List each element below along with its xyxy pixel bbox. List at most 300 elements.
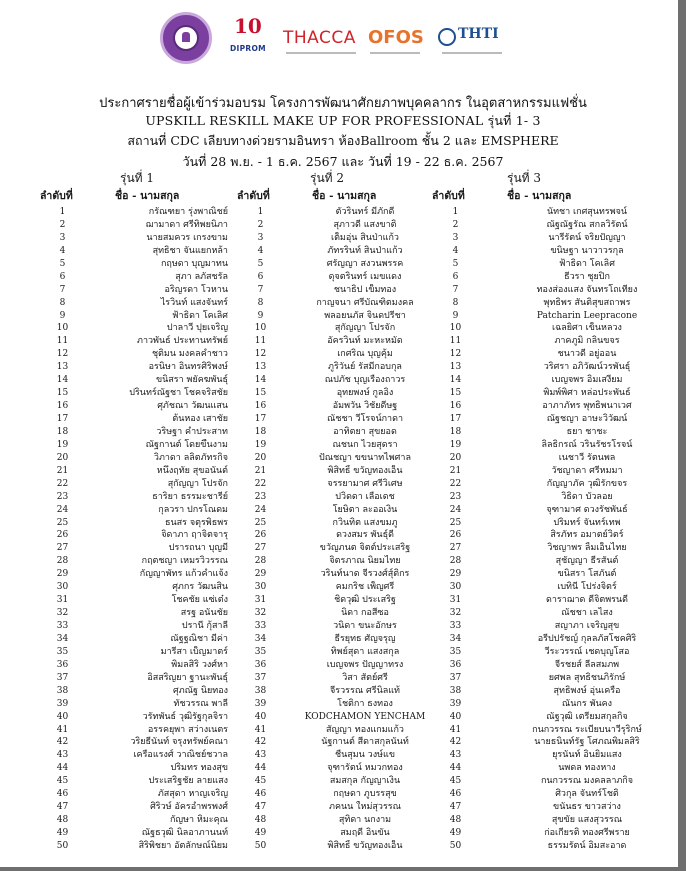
row-number: 26 [449, 530, 462, 541]
row-number: 27 [56, 543, 69, 554]
group-3-rows [0, 206, 686, 853]
row-number: 44 [56, 763, 69, 774]
participant-name: ฌามาดา ศรีทิพยนิภา [145, 219, 228, 230]
participant-name: ณัชชา เลไสง [561, 608, 613, 619]
row-number: 17 [254, 414, 267, 424]
row-number: 50 [254, 840, 267, 851]
row-number: 1 [257, 207, 264, 217]
table-row [0, 517, 686, 530]
row-number: 19 [254, 439, 267, 450]
table-row [0, 827, 686, 840]
participant-name: กาญจนา ศรีบัณฑิตมงคล [316, 297, 414, 308]
participant-name: อรีปปรัชญ์ กุลลภัสโชคศิริ [537, 633, 637, 644]
participant-name: อัครวินท์ มะหะหมัด [327, 336, 403, 347]
row-number: 47 [254, 802, 267, 813]
row-number: 15 [449, 388, 462, 399]
participant-name: โชติกา ธงทอง [337, 698, 393, 709]
participant-name: ศุภณัฐ นิยทอง [173, 685, 228, 696]
participant-name: สุภา ลภัสชรัล [175, 271, 228, 282]
participant-name: ปริมทร ทองสุข [170, 763, 228, 774]
row-number: 12 [449, 349, 462, 360]
row-number: 19 [449, 439, 462, 450]
participant-name: ธีรยุทธ ศัญจรุญ [334, 633, 396, 644]
participant-name: ศิริวษ์ อัครอำพรพงศ์ [150, 802, 228, 813]
participant-name: ปรินทร์ณัฐชา โชคจริสชัย [129, 388, 228, 399]
table-row [0, 840, 686, 853]
table-row [0, 245, 686, 258]
row-number: 3 [452, 232, 459, 243]
row-number: 44 [254, 763, 267, 774]
table-row [0, 698, 686, 711]
participant-name: สุทธิพงษ์ อุ่นเครือ [553, 685, 621, 696]
participant-name: นารีรัตน์ จริยปัญญา [548, 232, 626, 243]
participant-name: ภาวพันธ์ ประทานทรัพย์ [137, 336, 228, 347]
participant-name: ขนิสรา พยัคฆพันธุ์ [155, 375, 228, 386]
row-number: 22 [56, 478, 69, 489]
row-number: 29 [254, 569, 267, 580]
participant-name: ณัฐกานต์ โดยขึ้นงาม [145, 439, 228, 450]
participant-name: ชื่นสุมน วงษ์แข [334, 750, 396, 761]
table-row [0, 775, 686, 788]
participant-name: กนกวรรณ มงคลลาภกิจ [540, 776, 634, 787]
program-title: UPSKILL RESKILL MAKE UP FOR PROFESSIONAL รุ่นที่ 1- 3 [145, 113, 541, 128]
participant-name: กัญญาพัทร แก้วคำแจ้ง [139, 569, 228, 580]
row-number: 43 [449, 750, 462, 761]
row-number: 29 [56, 569, 69, 580]
row-number: 9 [257, 310, 264, 321]
row-number: 36 [254, 659, 267, 670]
row-number: 49 [449, 828, 462, 838]
table-row [0, 788, 686, 801]
group-3-header-no: ลำดับที่ [432, 190, 465, 202]
row-number: 45 [254, 776, 267, 787]
table-row [0, 504, 686, 517]
row-number: 15 [56, 388, 69, 399]
row-number: 27 [449, 543, 462, 554]
row-number: 11 [254, 336, 267, 347]
participant-name: ธาริยา ธรรมะชารีย์ [152, 491, 228, 502]
row-number: 46 [56, 789, 69, 800]
row-number: 45 [449, 776, 462, 787]
row-number: 3 [59, 232, 66, 243]
participant-name: พิสิทธิ์ ขวัญทองเอ็น [327, 465, 403, 476]
row-number: 2 [59, 219, 66, 230]
table-row [0, 206, 686, 219]
row-number: 36 [56, 659, 69, 670]
participant-name: อาทิตยา สุขยอด [333, 426, 397, 437]
row-number: 41 [254, 724, 267, 735]
participant-name: จุฑารัตน์ หมวกทอง [327, 763, 403, 774]
participant-name: เบทินี โปร่งจิตร์ [557, 582, 617, 593]
participant-name: ไรวินท์ แสงจันทร์ [160, 297, 228, 308]
row-number: 21 [56, 465, 69, 476]
participant-name: ดุจตรินทร์ เมขแดง [328, 271, 402, 282]
participant-name: Patcharin Leepracone [536, 310, 638, 321]
table-row [0, 284, 686, 297]
participant-name: วิสา สัตย์ศรี [342, 672, 388, 683]
table-row [0, 491, 686, 504]
participant-name: สุกัญญา โปรจัก [167, 478, 228, 489]
table-row [0, 672, 686, 685]
participant-name: เบญจพร ปัญญาทรง [326, 659, 404, 670]
table-row [0, 749, 686, 762]
row-number: 31 [254, 595, 267, 606]
row-number: 44 [449, 763, 462, 774]
table-row [0, 361, 686, 374]
participant-name: ธรรมรัตน์ อิ่มสะอาด [547, 840, 627, 851]
row-number: 50 [56, 840, 69, 851]
thti-logo-text: THTI [458, 26, 499, 42]
row-number: 12 [254, 349, 267, 360]
table-row [0, 607, 686, 620]
participant-name: วริยธีนันท์ จรุงทรัพย์คณา [130, 737, 228, 748]
row-number: 23 [254, 491, 267, 502]
table-row [0, 258, 686, 271]
row-number: 22 [254, 478, 267, 489]
participant-name: ภัทรรินท์ สินป่าแก้ว [327, 245, 403, 256]
table-row [0, 659, 686, 672]
table-row [0, 594, 686, 607]
table-row [0, 711, 686, 724]
participant-name: นายธนินท์รัฐ โศภณพิมลสิริ [534, 737, 640, 748]
row-number: 31 [449, 595, 462, 606]
table-row [0, 439, 686, 452]
participant-name: ปาลาวี ปุยเจริญ [166, 323, 228, 334]
row-number: 5 [59, 258, 66, 269]
row-number: 34 [56, 633, 69, 644]
row-number: 25 [449, 517, 462, 528]
date-line: วันที่ 28 พ.ย. - 1 ธ.ค. 2567 และ วันที่ 19 - 22 ธ.ค. 2567 [182, 154, 504, 169]
row-number: 4 [59, 245, 66, 256]
row-number: 48 [254, 815, 267, 826]
participant-name: ศุภัชณา วัฒนแสน [157, 401, 228, 412]
row-number: 30 [449, 582, 462, 593]
diprom-logo-text: DIPROM [230, 44, 266, 53]
row-number: 1 [59, 207, 66, 217]
group-2-header-name: ชื่อ - นามสกุล [312, 190, 377, 202]
participant-name: กุลวรา ปกรโณดม [158, 504, 228, 515]
participant-name: ต้นหอง เสาชัย [172, 414, 228, 424]
row-number: 38 [449, 685, 462, 696]
participant-name: ศุภกร วัฒนสิน [172, 582, 228, 593]
announcement-title: ประกาศรายชื่อผู้เข้าร่วมอบรม โครงการพัฒนาศักยภาพบุคคลากร ในอุตสาหกรรมแฟชั่น [99, 96, 587, 111]
participant-name: วิธิดา บัวลอย [561, 491, 613, 502]
participant-name: นายสมควร เกรงขาม [146, 232, 228, 243]
participant-name: ทองส่องแสง จันทรโถเทียง [536, 284, 638, 295]
participant-name: เครือแรงศ์ วาณิชย์ชวาล [133, 750, 228, 761]
row-number: 46 [254, 789, 267, 800]
participant-name: ชนาธิป เข็มทอง [333, 284, 397, 295]
table-row [0, 271, 686, 284]
row-number: 6 [59, 271, 66, 282]
participant-name: ณชนก ไวยสุดรา [332, 439, 398, 450]
participant-name: ชนาวดี อยู่ออน [557, 349, 617, 360]
participant-name: ณัฐวุฒิ เตรียมสกุลกิจ [546, 711, 628, 722]
participant-name: อัมพวัน วิชัยดีษฐ [332, 401, 398, 412]
participant-name: ดวงสมร พันธุ์ดี [336, 530, 394, 541]
row-number: 32 [254, 608, 267, 619]
row-number: 37 [254, 672, 267, 683]
row-number: 39 [254, 698, 267, 709]
row-number: 20 [56, 452, 69, 463]
row-number: 25 [56, 517, 69, 528]
row-number: 39 [449, 698, 462, 709]
participant-name: พุทธิพร สันติสุขสถาพร [543, 297, 631, 308]
row-number: 40 [254, 711, 267, 722]
row-number: 17 [449, 414, 462, 424]
participant-name: เบญจพร อิ่มเสงี่ยม [551, 375, 623, 386]
participant-name: ณันกร พันคง [561, 698, 613, 709]
participant-name: จุฑามาศ ดวงรัชพันธ์ [546, 504, 628, 515]
table-row [0, 297, 686, 310]
row-number: 4 [257, 245, 264, 256]
row-number: 14 [449, 375, 462, 386]
table-row [0, 529, 686, 542]
row-number: 37 [56, 672, 69, 683]
participant-name: สุทิดา นกงาม [338, 815, 392, 826]
participant-name: สมสกุล กัญญาเงิน [329, 776, 401, 787]
participant-name: พิสิทธิ์ ขวัญทองเอ็น [327, 840, 403, 851]
participant-name: ณัฐธวุฒิ นิลอาภานนท์ [141, 828, 228, 838]
participant-name: กวินทิต แสงขมภู [332, 517, 398, 528]
participant-name: พิมลสิริ วงศ์หา [171, 659, 228, 670]
diprom-logo [230, 14, 274, 66]
participant-name: ประเสริฐชัย ลายแสง [148, 776, 228, 787]
participant-name: ปัณชญา ขขนาทไพศาล [319, 452, 411, 463]
table-row [0, 465, 686, 478]
participant-name: ณัชชา วีโรจน์กาดา [326, 414, 404, 424]
row-number: 26 [56, 530, 69, 541]
group-1-header-no: ลำดับที่ [40, 190, 73, 202]
row-number: 45 [56, 776, 69, 787]
table-row [0, 736, 686, 749]
row-number: 32 [449, 608, 462, 619]
row-number: 10 [56, 323, 69, 334]
row-number: 8 [452, 297, 459, 308]
row-number: 25 [254, 517, 267, 528]
row-number: 4 [452, 245, 459, 256]
participant-name: โชคชัย แซ่เต๋ง [171, 595, 228, 606]
row-number: 48 [56, 815, 69, 826]
row-number: 12 [56, 349, 69, 360]
row-number: 35 [449, 646, 462, 657]
table-row [0, 219, 686, 232]
participant-name: ธีวรา ชุยปิก [564, 271, 610, 282]
row-number: 10 [254, 323, 267, 334]
table-row [0, 348, 686, 361]
participant-name: ทัชวรรณ พาลี [173, 698, 228, 709]
participant-name: ณัฐฐณิชา มีค่า [170, 633, 228, 644]
participant-name: ตัวรินทร์ มีภักดี [335, 207, 395, 217]
row-number: 16 [254, 401, 267, 412]
row-number: 1 [452, 207, 459, 217]
row-number: 15 [254, 388, 267, 399]
table-row [0, 581, 686, 594]
row-number: 18 [56, 426, 69, 437]
participant-name: ปรานี กุ้สาลี [181, 621, 228, 631]
participant-name: ปวิดดา เลือเดช [335, 491, 395, 502]
row-number: 47 [449, 802, 462, 813]
participant-name: วีระวรรณ์ เชดบุญโสอ [544, 646, 630, 657]
participant-name: ปรารถนา บุญมี [168, 543, 228, 554]
table-row [0, 762, 686, 775]
row-number: 42 [449, 737, 462, 748]
row-number: 42 [56, 737, 69, 748]
row-number: 24 [449, 504, 462, 515]
row-number: 5 [257, 258, 264, 269]
row-number: 37 [449, 672, 462, 683]
participant-name: ศิวกุล จันทร์โชติ [555, 789, 619, 800]
row-number: 43 [254, 750, 267, 761]
row-number: 13 [449, 362, 462, 373]
participant-name: พิมพ์พิศา หล่อประพันธ์ [543, 388, 631, 399]
table-row [0, 555, 686, 568]
row-number: 30 [254, 582, 267, 593]
participant-name: ศรัญญา สงวนพรรค [326, 258, 404, 269]
row-number: 36 [449, 659, 462, 670]
participant-name: กฤษดา บุญมาทน [160, 258, 228, 269]
row-number: 6 [257, 271, 264, 282]
row-number: 6 [452, 271, 459, 282]
row-number: 34 [254, 633, 267, 644]
row-number: 8 [257, 297, 264, 308]
participant-name: ทิพย์สุดา แสงสกุล [330, 646, 400, 657]
participant-name: สุภาวดี แสงขาติ [333, 219, 397, 230]
participant-name: ขนิษฐา นาวาวรกุล [550, 245, 624, 256]
group-2-header-no: ลำดับที่ [237, 190, 270, 202]
participant-name: จีรชยส์ ลีลสมภพ [554, 659, 620, 670]
participant-name: ภัสสุดา หาญเจริญ [157, 789, 228, 800]
participant-name: ณปภัช บุญเรืองถาวร [324, 375, 406, 386]
participant-name: สญาภา เจริญสุข [554, 621, 620, 631]
row-number: 49 [56, 828, 69, 838]
participant-name: จีรวรรณ ศรีนิลแท้ [330, 685, 400, 696]
row-number: 41 [56, 724, 69, 735]
participant-name: วริษฐา คำประสาท [156, 426, 228, 437]
participant-name: สมฤดี อินขัน [340, 828, 390, 838]
participant-name: อุทยพงษ์ กูลอิ่ง [336, 388, 394, 399]
table-row [0, 542, 686, 555]
row-number: 10 [449, 323, 462, 334]
participant-name: หนึ่งฤทัย สุขอนันต์ [156, 465, 228, 476]
participant-name: วัชญาดา ศรีหมมา [551, 465, 623, 476]
row-number: 18 [254, 426, 267, 437]
row-number: 23 [449, 491, 462, 502]
row-number: 5 [452, 258, 459, 269]
participant-name: ลิลธิกรณ์ วรินรัชรโรจน์ [541, 439, 633, 450]
row-number: 22 [449, 478, 462, 489]
participant-name: สุชัญญา ธีรสันต์ [555, 556, 619, 567]
participant-name: KODCHAMON YENCHAM [304, 711, 426, 722]
participant-name: เต็มอุ่น สินป่าแก้ว [331, 232, 399, 243]
row-number: 35 [254, 646, 267, 657]
participant-name: พลอยนภัส จินดปรีชา [324, 310, 406, 321]
row-number: 9 [452, 310, 459, 321]
diprom-logo-number: 10 [234, 14, 262, 38]
row-number: 21 [254, 465, 267, 476]
row-number: 2 [452, 219, 459, 230]
participant-name: ดาราฌาด ดีจิตพรนดี [546, 595, 628, 606]
row-number: 8 [59, 297, 66, 308]
participant-name: ณัฐชญา อาษะวิวัฒน์ [546, 414, 628, 424]
participant-name: ก่อเกียรติ ทองศรีพราย [544, 828, 630, 838]
group-1-header-name: ชื่อ - นามสกุล [115, 190, 180, 202]
group-3-header-name: ชื่อ - นามสกุล [507, 190, 572, 202]
row-number: 42 [254, 737, 267, 748]
participant-name: ภาคภูมิ กลิ่นขจร [554, 336, 620, 347]
row-number: 20 [449, 452, 462, 463]
row-number: 9 [59, 310, 66, 321]
participant-name: จรรยามาศ ศรีวิเศษ [327, 478, 403, 489]
row-number: 7 [452, 284, 459, 295]
participant-name: เนชาวี รัตนพล [558, 452, 616, 463]
row-number: 38 [56, 685, 69, 696]
participant-name: ภคนน ใหม่สุวรรณ [329, 802, 401, 813]
participant-name: เฉลยิศา เข็นหลวง [552, 323, 622, 334]
venue-line: สถานที่ CDC เลียบทางด่วยรามอินทรา ห้องBallroom ชั้น 2 และ EMSPHERE [127, 133, 559, 148]
participant-name: อรนิษา อินทรศิริพงษ์ [148, 362, 228, 373]
participant-name: นัฐกานต์ สีดาสกุลนันท์ [321, 737, 409, 748]
participant-name: ชิดวุฒิ ประเสริฐ [334, 595, 396, 606]
row-number: 30 [56, 582, 69, 593]
row-number: 26 [254, 530, 267, 541]
participant-name: เกศริณ บุญคุ้ม [337, 349, 393, 360]
row-number: 50 [449, 840, 462, 851]
row-number: 41 [449, 724, 462, 735]
participant-name: สัญญา ทองแกมแก้ว [326, 724, 404, 735]
row-number: 48 [449, 815, 462, 826]
participant-name: ขวัญภนต จิตต์ประเสริฐ [319, 543, 411, 554]
row-number: 3 [257, 232, 264, 243]
participant-name: อาภาภัทร พุทธิพนาเวศ [542, 401, 632, 412]
table-row [0, 685, 686, 698]
table-row [0, 335, 686, 348]
table-row [0, 478, 686, 491]
logo-strip [150, 12, 510, 68]
row-number: 24 [254, 504, 267, 515]
table-row [0, 620, 686, 633]
participant-name: อิสสริญยา ฐานะพันธุ์ [147, 672, 228, 683]
row-number: 18 [449, 426, 462, 437]
table-row [0, 426, 686, 439]
row-number: 40 [56, 711, 69, 722]
participant-name: นัทชา เกศสุนทรพจน์ [546, 207, 628, 217]
participant-name: วิชญาพร ลิ้มเอ็นไทย [547, 543, 627, 554]
participant-name: ขนิสรา โสภันต์ [557, 569, 617, 580]
row-number: 33 [449, 621, 462, 631]
participant-name: สรฐ อนันชัย [180, 608, 228, 619]
table-row [0, 322, 686, 335]
row-number: 19 [56, 439, 69, 450]
row-number: 23 [56, 491, 69, 502]
row-number: 16 [56, 401, 69, 412]
row-number: 33 [56, 621, 69, 631]
row-number: 43 [56, 750, 69, 761]
table-row [0, 374, 686, 387]
row-number: 14 [254, 375, 267, 386]
participant-name: นพดล ทองหาง [558, 763, 616, 774]
participant-name: จิตรภาณ นิยมไทย [329, 556, 401, 567]
participant-name: สุขขัย แสงสุวรรณ [551, 815, 623, 826]
row-number: 16 [449, 401, 462, 412]
row-number: 11 [56, 336, 69, 347]
row-number: 46 [449, 789, 462, 800]
table-row [0, 387, 686, 400]
participant-name: วรัทพันธ์ วุฒิรัฐกุลจิรา [142, 711, 228, 722]
participant-name: วิภาดา ลลิตภัทรกิจ [153, 452, 228, 463]
row-number: 33 [254, 621, 267, 631]
table-row [0, 633, 686, 646]
